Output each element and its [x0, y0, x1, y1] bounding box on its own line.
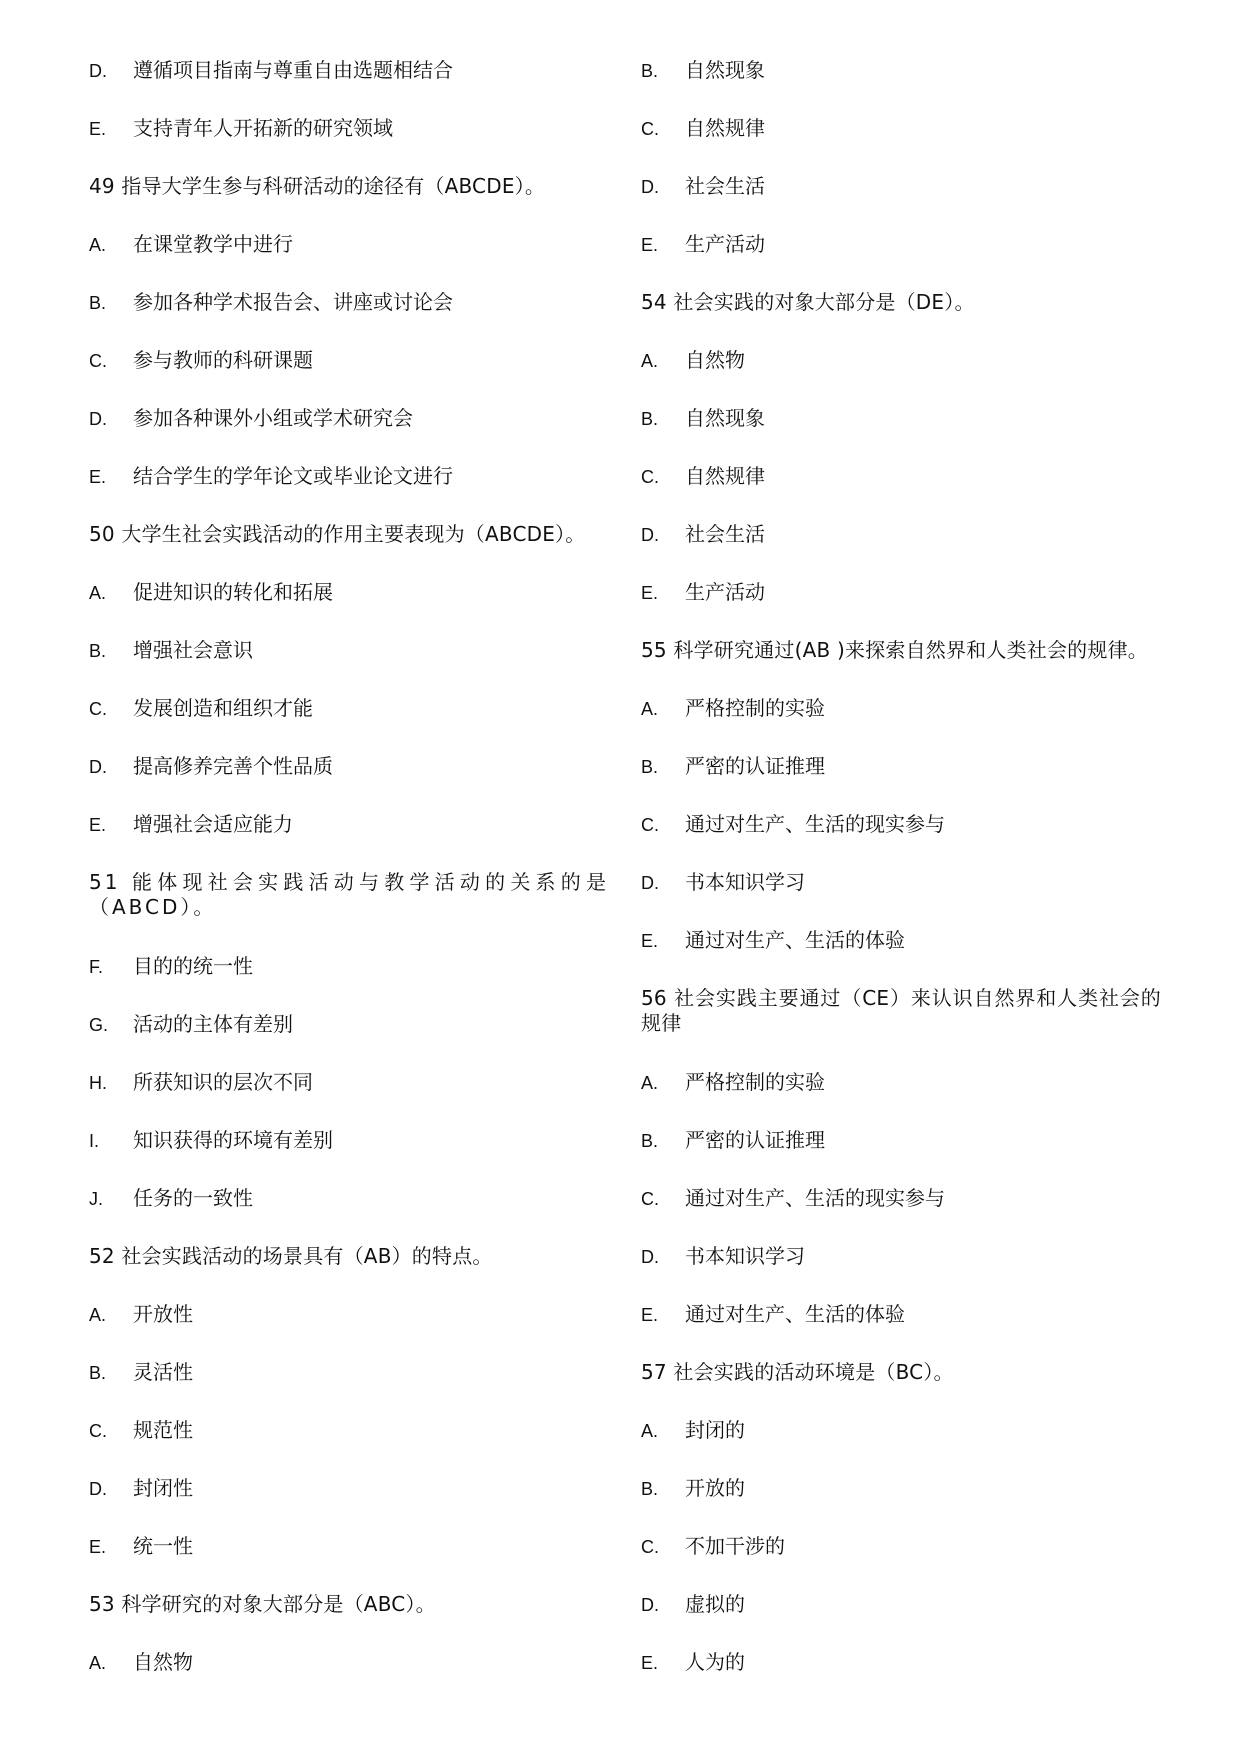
option-letter: B.: [641, 61, 659, 81]
answer-option: [89, 1630, 609, 1688]
answer-option: [89, 1108, 609, 1166]
option-text: 生产活动: [685, 232, 765, 256]
option-letter: E.: [641, 1653, 659, 1673]
option-text: 自然规律: [685, 464, 765, 488]
option-letter: G.: [89, 1015, 109, 1035]
option-letter: E.: [641, 1305, 659, 1325]
option-text: 增强社会适应能力: [133, 812, 293, 836]
answer-option: [89, 1050, 609, 1108]
answer-option: [641, 1166, 1161, 1224]
answer-option: [641, 1224, 1161, 1282]
option-text: 任务的一致性: [133, 1186, 253, 1210]
right-column: [641, 58, 1161, 1688]
option-letter: C.: [641, 119, 659, 139]
answer-option: [89, 444, 609, 502]
option-letter: D.: [641, 1247, 659, 1267]
answer-option: [641, 850, 1161, 908]
left-column: [89, 58, 609, 1688]
question-stem: 54 社会实践的对象大部分是（DE）。: [641, 290, 975, 314]
option-letter: C.: [641, 467, 659, 487]
option-letter: B.: [641, 1131, 659, 1151]
option-text: 社会生活: [685, 174, 765, 198]
option-letter: A.: [641, 1073, 659, 1093]
answer-option: [641, 1282, 1161, 1340]
option-text: 封闭的: [685, 1418, 745, 1442]
question-stem: 56 社会实践主要通过（CE）来认识自然界和人类社会的规律: [641, 986, 1161, 1035]
option-text: 增强社会意识: [133, 638, 253, 662]
option-letter: A.: [641, 699, 659, 719]
option-text: 自然现象: [685, 58, 765, 82]
question-stem: 50 大学生社会实践活动的作用主要表现为（ABCDE）。: [89, 522, 586, 546]
option-letter: D.: [89, 757, 107, 777]
option-letter: D.: [641, 525, 659, 545]
option-text: 知识获得的环境有差别: [133, 1128, 333, 1152]
option-letter: E.: [641, 931, 659, 951]
answer-option: [641, 58, 1161, 96]
option-text: 规范性: [133, 1418, 193, 1442]
option-text: 人为的: [685, 1650, 745, 1674]
option-letter: E.: [641, 235, 659, 255]
option-text: 生产活动: [685, 580, 765, 604]
option-text: 参与教师的科研课题: [133, 348, 313, 372]
option-letter: B.: [641, 1479, 659, 1499]
answer-option: [89, 934, 609, 992]
option-text: 发展创造和组织才能: [133, 696, 313, 720]
answer-option: [641, 1630, 1161, 1688]
option-text: 目的的统一性: [133, 954, 253, 978]
answer-option: [89, 1340, 609, 1398]
option-letter: E.: [89, 815, 107, 835]
option-text: 自然现象: [685, 406, 765, 430]
option-letter: E.: [89, 1537, 107, 1557]
answer-option: [641, 96, 1161, 154]
answer-option: [89, 1282, 609, 1340]
option-letter: I.: [89, 1131, 100, 1151]
option-letter: B.: [641, 757, 659, 777]
option-text: 严密的认证推理: [685, 1128, 825, 1152]
option-letter: A.: [89, 583, 107, 603]
answer-option: [89, 618, 609, 676]
answer-option: [641, 1108, 1161, 1166]
option-letter: B.: [89, 1363, 107, 1383]
answer-option: [641, 908, 1161, 966]
option-letter: F.: [89, 957, 104, 977]
option-text: 严格控制的实验: [685, 1070, 825, 1094]
option-letter: E.: [89, 119, 107, 139]
option-letter: B.: [89, 641, 107, 661]
option-text: 所获知识的层次不同: [133, 1070, 313, 1094]
option-letter: C.: [641, 815, 659, 835]
answer-option: [89, 96, 609, 154]
answer-option: [641, 1456, 1161, 1514]
answer-option: [89, 676, 609, 734]
option-letter: A.: [89, 235, 107, 255]
answer-option: [641, 560, 1161, 618]
option-text: 自然物: [133, 1650, 193, 1674]
answer-option: [641, 154, 1161, 212]
answer-option: [89, 734, 609, 792]
answer-option: [89, 1398, 609, 1456]
option-text: 统一性: [133, 1534, 193, 1558]
option-letter: C.: [641, 1189, 659, 1209]
option-text: 开放性: [133, 1302, 193, 1326]
option-letter: D.: [641, 873, 659, 893]
option-letter: B.: [641, 409, 659, 429]
answer-option: [641, 792, 1161, 850]
answer-option: [89, 328, 609, 386]
option-letter: D.: [89, 409, 107, 429]
option-letter: C.: [89, 1421, 107, 1441]
option-letter: B.: [89, 293, 107, 313]
option-text: 支持青年人开拓新的研究领域: [133, 116, 393, 140]
option-text: 封闭性: [133, 1476, 193, 1500]
option-letter: D.: [641, 1595, 659, 1615]
option-text: 遵循项目指南与尊重自由选题相结合: [133, 58, 453, 82]
answer-option: [89, 58, 609, 96]
option-text: 灵活性: [133, 1360, 193, 1384]
answer-option: [641, 502, 1161, 560]
option-letter: C.: [89, 699, 107, 719]
answer-option: [89, 270, 609, 328]
option-text: 通过对生产、生活的体验: [685, 1302, 905, 1326]
answer-option: [641, 676, 1161, 734]
answer-option: [89, 212, 609, 270]
answer-option: [641, 1398, 1161, 1456]
option-letter: D.: [89, 61, 107, 81]
option-letter: E.: [89, 467, 107, 487]
option-text: 严格控制的实验: [685, 696, 825, 720]
option-text: 书本知识学习: [685, 1244, 805, 1268]
option-letter: E.: [641, 583, 659, 603]
option-letter: C.: [641, 1537, 659, 1557]
answer-option: [89, 1456, 609, 1514]
option-text: 通过对生产、生活的现实参与: [685, 1186, 945, 1210]
answer-option: [641, 1572, 1161, 1630]
option-text: 自然规律: [685, 116, 765, 140]
answer-option: [641, 386, 1161, 444]
option-text: 书本知识学习: [685, 870, 805, 894]
option-text: 参加各种学术报告会、讲座或讨论会: [133, 290, 453, 314]
option-text: 活动的主体有差别: [133, 1012, 293, 1036]
answer-option: [89, 1166, 609, 1224]
option-text: 严密的认证推理: [685, 754, 825, 778]
question-stem: 51 能体现社会实践活动与教学活动的关系的是（ABCD）。: [89, 870, 609, 919]
option-letter: D.: [641, 177, 659, 197]
option-text: 不加干涉的: [685, 1534, 785, 1558]
option-text: 促进知识的转化和拓展: [133, 580, 333, 604]
option-text: 通过对生产、生活的体验: [685, 928, 905, 952]
option-letter: A.: [89, 1653, 107, 1673]
answer-option: [641, 444, 1161, 502]
option-text: 参加各种课外小组或学术研究会: [133, 406, 413, 430]
answer-option: [89, 560, 609, 618]
option-text: 社会生活: [685, 522, 765, 546]
option-letter: D.: [89, 1479, 107, 1499]
option-letter: A.: [641, 351, 659, 371]
option-text: 提高修养完善个性品质: [133, 754, 333, 778]
answer-option: [641, 734, 1161, 792]
question-stem: 55 科学研究通过(AB )来探索自然界和人类社会的规律。: [641, 638, 1148, 662]
option-letter: J.: [89, 1189, 104, 1209]
option-text: 在课堂教学中进行: [133, 232, 293, 256]
answer-option: [89, 1514, 609, 1572]
option-text: 结合学生的学年论文或毕业论文进行: [133, 464, 453, 488]
option-text: 虚拟的: [685, 1592, 745, 1616]
option-text: 通过对生产、生活的现实参与: [685, 812, 945, 836]
answer-option: [641, 1514, 1161, 1572]
question-stem: 53 科学研究的对象大部分是（ABC）。: [89, 1592, 436, 1616]
option-letter: H.: [89, 1073, 107, 1093]
question-stem: 57 社会实践的活动环境是（BC）。: [641, 1360, 954, 1384]
option-text: 开放的: [685, 1476, 745, 1500]
option-text: 自然物: [685, 348, 745, 372]
answer-option: [641, 1050, 1161, 1108]
answer-option: [89, 386, 609, 444]
question-stem: 49 指导大学生参与科研活动的途径有（ABCDE）。: [89, 174, 546, 198]
answer-option: [89, 792, 609, 850]
answer-option: [641, 328, 1161, 386]
option-letter: A.: [641, 1421, 659, 1441]
answer-option: [89, 992, 609, 1050]
answer-option: [641, 212, 1161, 270]
question-stem: 52 社会实践活动的场景具有（AB）的特点。: [89, 1244, 493, 1268]
option-letter: C.: [89, 351, 107, 371]
option-letter: A.: [89, 1305, 107, 1325]
